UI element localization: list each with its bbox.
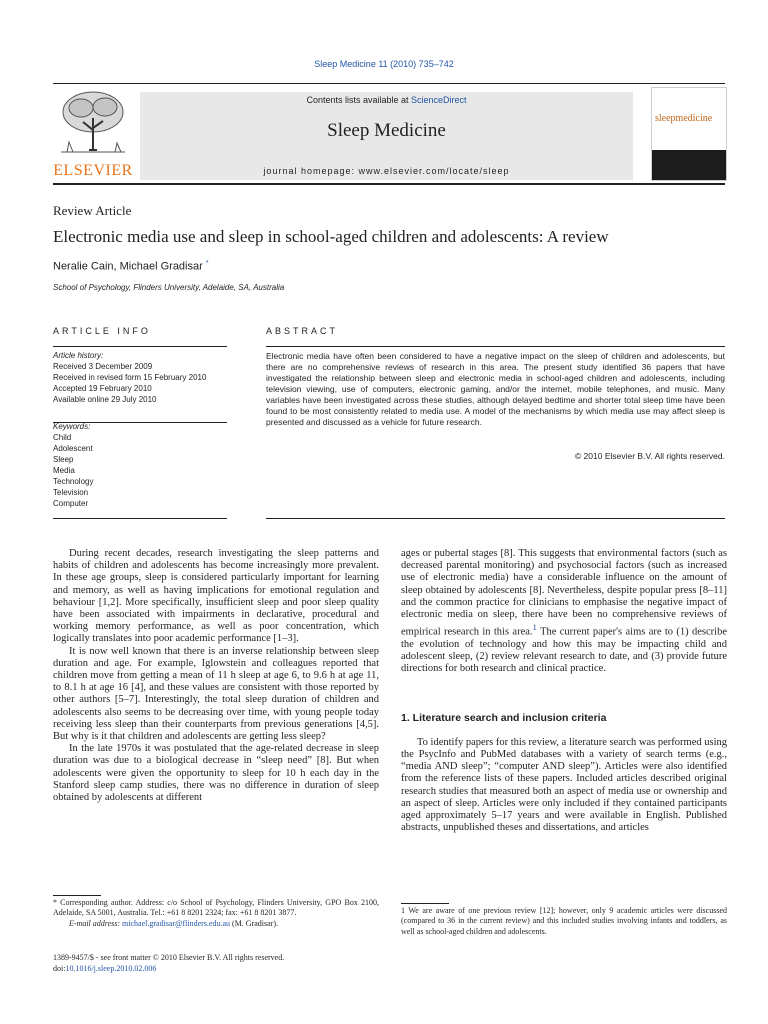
footnote-rule (401, 903, 449, 904)
keywords-label: Keywords: (53, 422, 91, 431)
email-suffix: (M. Gradisar). (230, 918, 279, 928)
article-type: Review Article (53, 203, 132, 218)
front-matter-line: 1389-9457/$ - see front matter © 2010 Elsevier B.V. All rights reserved. (53, 953, 285, 962)
doi-link[interactable]: 10.1016/j.sleep.2010.02.006 (65, 964, 157, 973)
contents-line (140, 95, 633, 105)
journal-citation[interactable]: Sleep Medicine 11 (2010) 735–742 (314, 59, 454, 69)
body-column-right (401, 548, 727, 834)
keyword: Adolescent (53, 444, 93, 453)
history-item: Accepted 19 February 2010 (53, 384, 152, 393)
footnote-rule (53, 895, 101, 896)
section-heading: 1. Literature search and inclusion criteria (401, 711, 607, 724)
abstract-text: Electronic media have often been considered to have a negative impact on the sleep of children and adolescents, but there are no comprehensive reviews of research in this area. The present study identified 36 papers that have investigated the relationship between sleep and electronic media in school-aged children and adolescents, including television viewing, use of computers, electronic gaming, and/or the internet, mobile telephones, and music. Many variables have been investigated across these studies, although delayed bedtime and shorter total sleep time have been found to be most consistently related to media use. A model of the mechanisms by which media use may affect sleep is presented and discussed as a vehicle for future research. (266, 351, 725, 427)
body-paragraph (401, 548, 727, 676)
journal-homepage[interactable]: journal homepage: www.elsevier.com/locate/sleep (263, 166, 510, 176)
body-paragraph: In the late 1970s it was postulated that the age-related decrease in sleep duration was due to a biological decrease in “sleep need” [8]. But when adolescents were given the opportunity to sleep for 10 h each day in the Stanford sleep camp studies, there was no difference in duration of sleep obtained by adolescents at different (53, 743, 379, 804)
email-label: E-mail address: (69, 918, 123, 928)
author-names: Neralie Cain, Michael Gradisar (53, 260, 203, 273)
body-paragraph: It is now well known that there is an inverse relationship between sleep duration and age. For example, Iglowstein and colleagues reported that children move from getting a mean of 11 h sleep at age 6, to 9.6 h at age 11, to 8.1 h at age 16 [4], and these values are consistent with those reported by other authors [5–7]. Interestingly, the total sleep duration of children and adolescents also seems to be decreasing over time, with young people today receiving less sleep than their counterparts from previous generations [4,5]. But why is it that children and adolescents are getting less sleep? (53, 645, 379, 743)
elsevier-logo[interactable] (53, 88, 133, 180)
keyword: Sleep (53, 455, 74, 464)
email-line (53, 919, 379, 929)
article-info-heading: ARTICLE INFO (53, 326, 151, 336)
sciencedirect-link[interactable]: ScienceDirect (411, 95, 467, 105)
tree-icon (53, 88, 133, 158)
abstract-bottom-rule (266, 518, 725, 519)
doi-prefix: doi: (53, 964, 66, 973)
article-history (53, 350, 227, 405)
history-label: Article history: (53, 351, 104, 360)
history-item: Received 3 December 2009 (53, 362, 153, 371)
body-paragraph: During recent decades, research investigating the sleep patterns and habits of children and adolescents has become increasingly more prevalent. In these age groups, sleep is considered particularly important for learning and memory, as well as having implications for emotional regulation and behaviour [1,2]. More specifically, insufficient sleep and poor sleep quality have been associated with impairments in declarative, procedural and working memory performance, as well as poor concentration, which logically translates into poor academic performance [1–3]. (53, 548, 379, 645)
corresponding-author-note: * Corresponding author. Address: c/o School of Psychology, Flinders University, GPO Box 2100, Adelaide, SA 5001, Australia. Tel.: +61 8 8201 2324; fax: +61 8 8201 3877. (53, 898, 379, 918)
keyword: Child (53, 433, 72, 442)
intro-text: ages or pubertal stages [8]. This suggests that environmental factors (such as decreased parental monitoring) and psychosocial factors (such as increased use of electronic media) have a considerable influence on the amount of sleep obtained by adolescents [8]. Nevertheless, despite popular press [8–11] and the common practice for clinicians to emphasise the negative impact of electronic media on sleep, there have been no comprehensive reviews of empirical research in this area. (401, 548, 727, 638)
intro-text-continued: The current paper's aims are to (1) describe the evolution of technology and how this may be impacting child and adolescent sleep, (2) review relevant research to date, and (3) provide future directions for both research and clinical practice. (401, 626, 727, 675)
history-item: Available online 29 July 2010 (53, 395, 157, 404)
footnote-1: 1 We are aware of one previous review [12]; however, only 9 academic articles were discussed (compared to 36 in the current review) and this included studies involving infants and toddlers, as well as school-aged children and adolescents. (401, 906, 727, 936)
cover-title: sleepmedicine (655, 113, 713, 124)
corresponding-author-mark[interactable]: * (205, 260, 209, 267)
history-item: Received in revised form 15 February 2010 (53, 373, 207, 382)
article-info-bottom-rule (53, 518, 227, 519)
footnotes-right (401, 906, 727, 937)
body-paragraph: To identify papers for this review, a literature search was performed using the PsycInfo and PubMed databases with a variety of search terms (e.g., “media AND sleep”; “computer AND sleep”). Articles were also identified from the reference lists of these papers. Included articles described original research studies that measured both an aspect of media use or ownership and an aspect of sleep. Articles were only included if they contained participants aged approximately 5–17 years and were available in English. Published abstracts, unpublished theses and dissertations, and articles (401, 736, 727, 834)
journal-title: Sleep Medicine (327, 120, 446, 141)
article-info-rule (53, 346, 227, 347)
body-column-left (53, 548, 379, 804)
copyright-notice: © 2010 Elsevier B.V. All rights reserved. (574, 451, 725, 461)
author-affiliation: School of Psychology, Flinders University, Adelaide, SA, Australia (53, 283, 285, 292)
header-top-rule (53, 83, 725, 84)
author-list (53, 260, 209, 273)
keyword: Computer (53, 499, 89, 508)
doi-line (53, 963, 284, 974)
footnotes-left (53, 898, 379, 929)
abstract-heading: ABSTRACT (266, 326, 339, 336)
cover-image-strip (652, 150, 726, 180)
header-bottom-rule (53, 183, 725, 185)
journal-header-band (140, 92, 633, 180)
abstract-rule (266, 346, 725, 347)
issn-block (53, 952, 284, 974)
publisher-name: ELSEVIER (53, 162, 133, 179)
footnote-ref[interactable]: 1 (532, 622, 537, 633)
keyword: Technology (53, 477, 94, 486)
keyword: Media (53, 466, 75, 475)
journal-cover-thumbnail[interactable] (651, 87, 727, 181)
keywords (53, 421, 227, 509)
contents-prefix: Contents lists available at (306, 95, 412, 105)
keyword: Television (53, 488, 89, 497)
email-link[interactable]: michael.gradisar@flinders.edu.au (122, 918, 231, 928)
article-title: Electronic media use and sleep in school-aged children and adolescents: A review (53, 227, 609, 246)
